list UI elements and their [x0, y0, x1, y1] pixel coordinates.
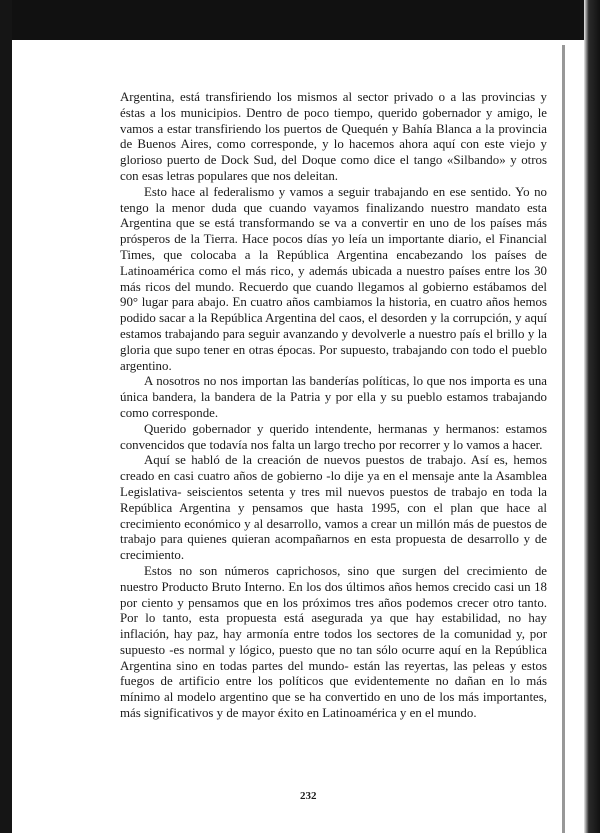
paragraph-3: A nosotros no nos importan las banderías políticas, lo que nos importa es una única bandera, la bandera de la Patria y por ella y su pueblo estamos trabajando como corresponde. — [120, 374, 547, 420]
scan-top-border — [0, 0, 600, 40]
paragraph-5: Aquí se habló de la creación de nuevos puestos de trabajo. Así es, hemos creado en casi cuatro años de gobierno -lo dije ya en el mensaje ante la Asamblea Legislativa- seiscientos setenta y tres mil nuevos puestos de trabajo en toda la República Argentina y pensamos que hasta 1995, con el plan que hace al crecimiento económico y al desarrollo, vamos a crear un millón más de puestos de trabajo para quienes quieran acompañarnos en esta propuesta de desarrollo y de crecimiento. — [120, 453, 547, 563]
page-number: 232 — [300, 790, 317, 802]
paragraph-4: Querido gobernador y querido intendente, hermanas y hermanos: estamos convencidos que todavía nos falta un largo trecho por recorrer y lo vamos a hacer. — [120, 421, 547, 452]
paragraph-6: Estos no son números caprichosos, sino que surgen del crecimiento de nuestro Producto Bruto Interno. En los dos últimos años hemos crecido casi un 18 por ciento y pensamos que en los próximos tres años podemos crecer otro tanto. Por lo tanto, esta propuesta está asegurada ya que hay estabilidad, no hay inflación, hay paz, hay armonía entre todos los sectores de la comunidad y, por supuesto -es normal y lógico, puesto que no tan sólo ocurre aquí en la República Argentina sino en todas partes del mundo- están las reyertas, las peleas y estos fuegos de artificio entre los políticos que evidentemente no dañan en lo más mínimo al modelo argentino que se ha convertido en uno de los más importantes, más significativos y de mayor éxito en Latinoamérica y en el mundo. — [120, 563, 547, 721]
paragraph-1: Argentina, está transfiriendo los mismos al sector privado o a las provincias y éstas a los municipios. Dentro de poco tiempo, querido gobernador y amigo, le vamos a estar transfiriendo los puertos de Quequén y Bahía Blanca a la provincia de Buenos Aires, como corresponde, y lo hacemos ahora aquí con este viejo y glorioso puerto de Dock Sud, del Doque como dice el tango «Silbando» y otros con esas letras populares que nos deleitan. — [120, 90, 547, 183]
page-body — [120, 90, 547, 722]
scan-binding-shadow — [562, 45, 565, 833]
scan-left-border — [0, 0, 12, 833]
paragraph-2: Esto hace al federalismo y vamos a seguir trabajando en ese sentido. Yo no tengo la menor duda que cuando vayamos finalizando nuestro mandato esta Argentina que se está transformando se va a convertir en uno de los países más prósperos de la Tierra. Hace pocos días yo leía un importante diario, el Financial Times, que colocaba a la República Argentina encabezando los países de Latinoamérica como el más rico, y además ubicada a nuestro países entre los 30 más ricos del mundo. Recuerdo que cuando llegamos al gobierno estábamos del 90° lugar para abajo. En cuatro años cambiamos la historia, en cuatro años hemos podido sacar a la República Argentina del caos, el desorden y la corrupción, y aquí estamos trabajando para seguir avanzando y devolverle a nuestro país el brillo y la gloria que supo tener en otras épocas. Por supuesto, trabajando con todo el pueblo argentino. — [120, 184, 547, 373]
scan-right-border — [584, 0, 600, 833]
